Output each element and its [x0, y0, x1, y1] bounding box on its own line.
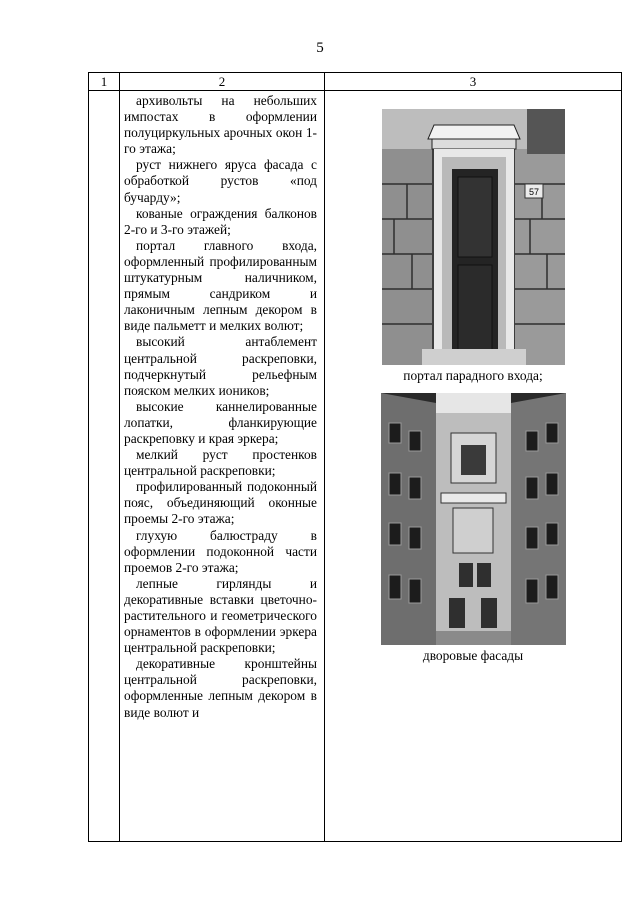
list-item: глухую балюстраду в оформлении подоконной части проемов 2-го этажа; [124, 527, 317, 575]
list-item: высокий антаблемент центральной раскреповки, подчеркнутый рельефным пояском мелких иоников; [124, 334, 317, 398]
table-body-row [89, 91, 622, 842]
column-header-2: 2 [120, 73, 325, 91]
list-item: кованые ограждения балконов 2-го и 3-го этажей; [124, 205, 317, 237]
column-header-1: 1 [89, 73, 120, 91]
number-cell [89, 91, 120, 842]
list-item: высокие каннелированные лопатки, фланкирующие раскреповку и края эркера; [124, 398, 317, 446]
entrance-portal-photo [382, 109, 565, 365]
list-item: архивольты на небольших импостах в оформлении полуциркульных арочных окон 1-го этажа; [124, 93, 317, 157]
list-item: портал главного входа, оформленный профилированным штукатурным наличником, прямым сандриком и лаконичным лепным декором в виде пальметт и мелких волют; [124, 237, 317, 334]
photo-caption-portal: портал парадного входа; [403, 368, 543, 383]
page-number: 5 [316, 40, 324, 56]
house-number-sign: 57 [528, 187, 539, 197]
list-item: мелкий руст простенков центральной раскреповки; [124, 447, 317, 479]
photo-caption-courtyard: дворовые фасады [422, 648, 524, 663]
courtyard-facades-photo [381, 393, 566, 645]
table-header-row [89, 73, 622, 91]
monument-elements-table [88, 72, 622, 842]
elements-list-cell [120, 91, 325, 842]
list-item: руст нижнего яруса фасада с обработкой рустов «под бучарду»; [124, 157, 317, 205]
photos-cell [325, 91, 622, 842]
elements-list [120, 91, 324, 721]
list-item: лепные гирлянды и декоративные вставки цветочно-растительного и геометрического орнаментов в оформлении эркера центральной раскреповки; [124, 575, 317, 656]
list-item: профилированный подоконный пояс, объединяющий оконные проемы 2-го этажа; [124, 479, 317, 527]
list-item: декоративные кронштейны центральной раскреповки, оформленные лепным декором в виде волют и [124, 656, 317, 720]
column-header-3: 3 [325, 73, 622, 91]
